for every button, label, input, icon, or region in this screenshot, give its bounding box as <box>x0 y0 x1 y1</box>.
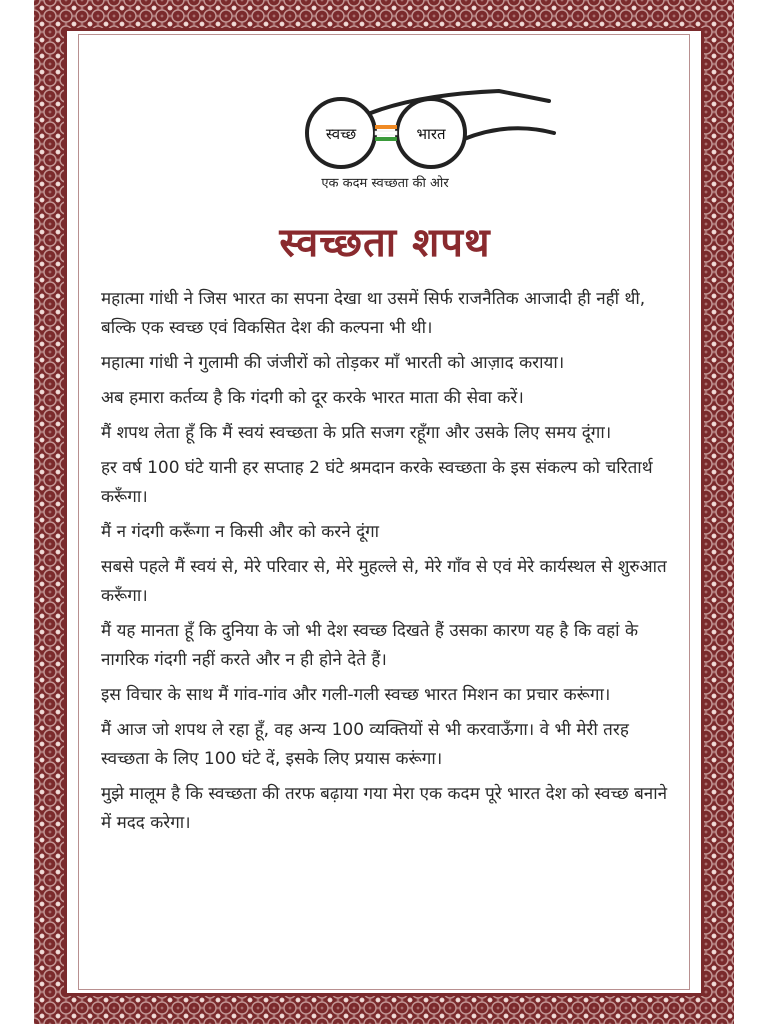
pledge-paragraph: मैं आज जो शपथ ले रहा हूँ, वह अन्य 100 व्यक्तियों से भी करवाऊँगा। वे भी मेरी तरह स्वच्छता के लिए 100 घंटे दें, इसके लिए प्रयास करूंगा। <box>101 720 629 769</box>
pledge-paragraph: मुझे मालूम है कि स्वच्छता की तरफ बढ़ाया गया मेरा एक कदम पूरे भारत देश को स्वच्छ बनाने में मदद करेगा। <box>101 784 668 833</box>
logo-left-word: स्वच्छ <box>325 125 357 143</box>
pledge-text <box>101 285 671 844</box>
pledge-paragraph: हर वर्ष 100 घंटे यानी हर सप्ताह 2 घंटे श्रमदान करके स्वच्छता के इस संकल्प को चरितार्थ करूँगा। <box>101 458 653 507</box>
pledge-paragraph: मैं यह मानता हूँ कि दुनिया के जो भी देश स्वच्छ दिखते हैं उसका कारण यह है कि वहां के नागरिक गंदगी नहीं करते और न ही होने देते हैं। <box>101 621 639 670</box>
logo-right-word: भारत <box>416 125 446 143</box>
certificate-body <box>78 34 690 990</box>
pledge-paragraph: अब हमारा कर्तव्य है कि गंदगी को दूर करके भारत माता की सेवा करें। <box>101 388 524 408</box>
pledge-paragraph: इस विचार के साथ मैं गांव-गांव और गली-गली स्वच्छ भारत मिशन का प्रचार करूंगा। <box>101 685 611 705</box>
pledge-paragraph: महात्मा गांधी ने गुलामी की जंजीरों को तोड़कर माँ भारती को आज़ाद कराया। <box>101 353 565 373</box>
pledge-paragraph: मैं शपथ लेता हूँ कि मैं स्वयं स्वच्छता के प्रति सजग रहूँगा और उसके लिए समय दूंगा। <box>101 423 612 443</box>
pledge-paragraph: मैं न गंदगी करूँगा न किसी और को करने दूंगा <box>101 522 380 542</box>
tagline: एक कदम स्वच्छता की ओर <box>321 176 449 191</box>
pledge-paragraph: सबसे पहले मैं स्वयं से, मेरे परिवार से, मेरे मुहल्ले से, मेरे गाँव से एवं मेरे कार्यस्थल से शुरुआत करूँगा। <box>101 557 667 606</box>
page-title: स्वच्छता शपथ <box>279 220 491 266</box>
pledge-paragraph: महात्मा गांधी ने जिस भारत का सपना देखा था उसमें सिर्फ राजनैतिक आजादी ही नहीं थी, बल्कि एक स्वच्छ एवं विकसित देश की कल्पना भी थी। <box>101 289 646 338</box>
